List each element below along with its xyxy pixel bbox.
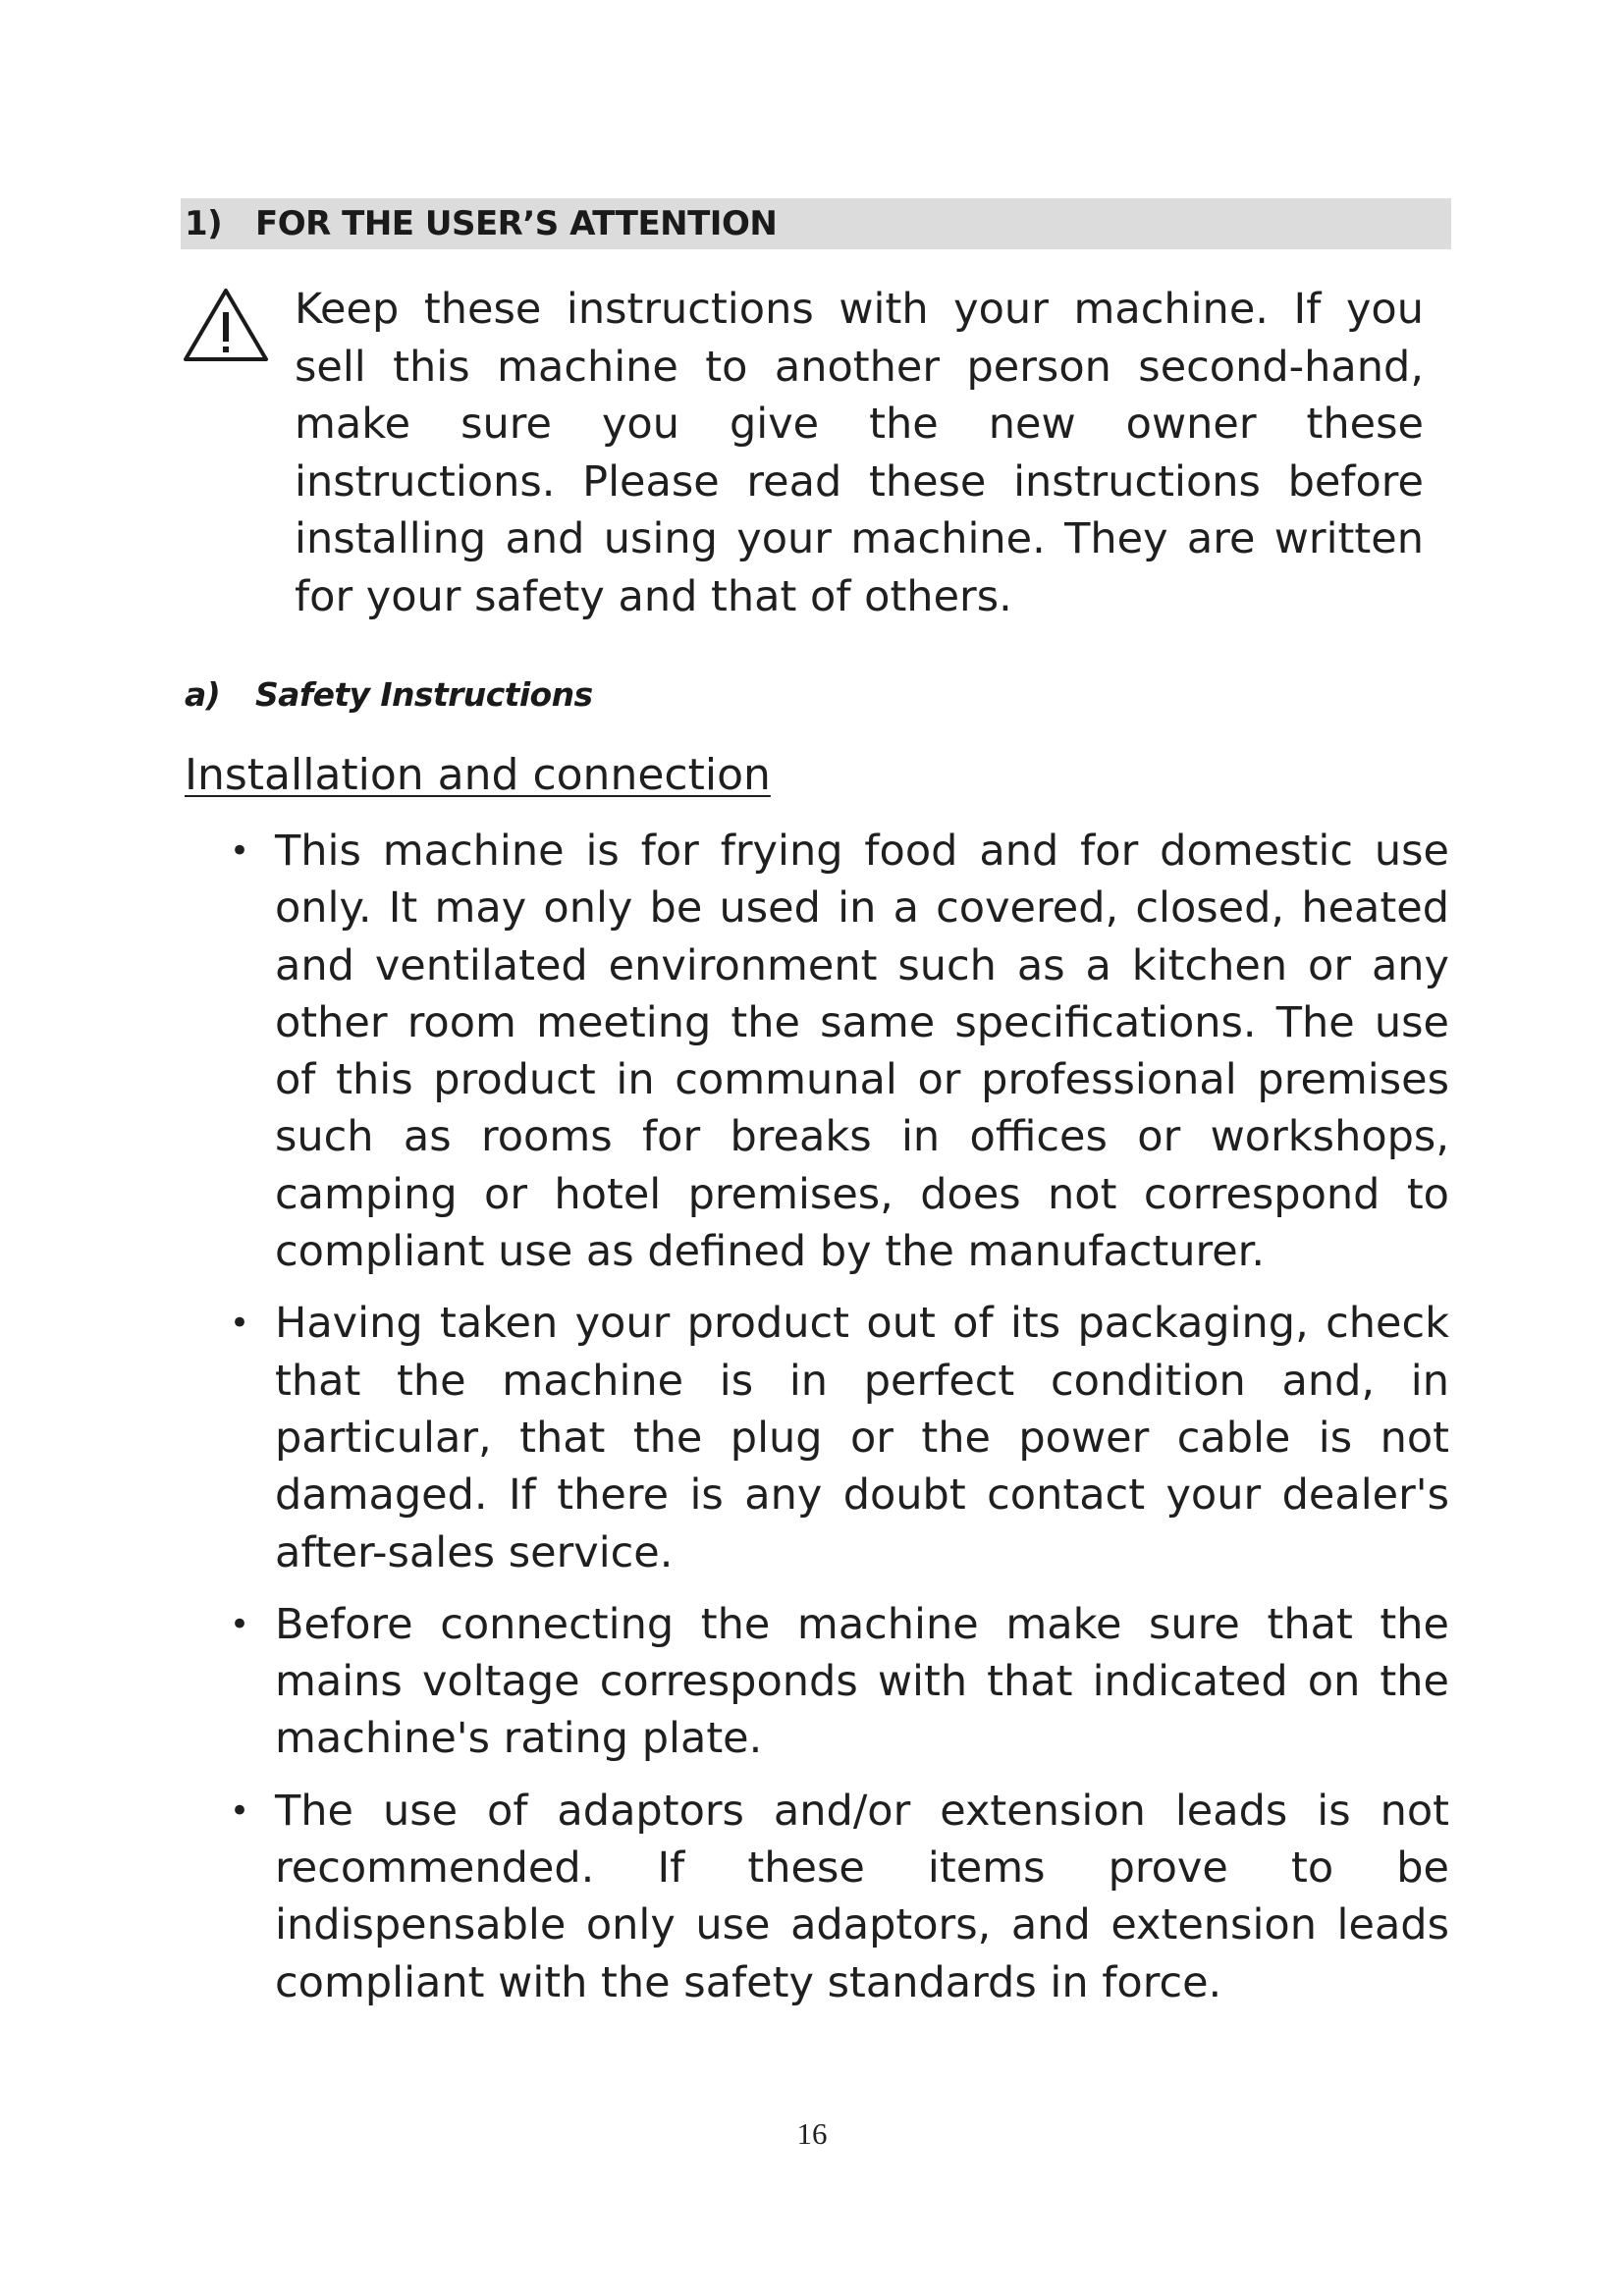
subsection-number: a): [185, 675, 221, 714]
list-item-text: Having taken your product out of its packaging, check that the machine is in perfect condition and, in particular, that the plug or the power cable is not damaged. If there is any doubt contact your dealer's after-sales service.: [275, 1299, 1449, 1577]
intro-paragraph: Keep these instructions with your machine. If you sell this machine to another person second-hand, make sure you give the new owner these instructions. Please read these instructions before installing and using your machine. They are written for your safety and that of others.: [295, 285, 1424, 621]
section-title: FOR THE USER’S ATTENTION: [255, 204, 778, 243]
installation-list: [222, 823, 1449, 2026]
list-item-text: Before connecting the machine make sure that the mains voltage corresponds with that indicated on the machine's rating plate.: [275, 1599, 1449, 1764]
list-item: [222, 823, 1449, 1280]
list-item: [222, 1783, 1449, 2011]
subsection-title: Safety Instructions: [255, 675, 593, 714]
bullet-icon: •: [230, 1304, 250, 1344]
subsection-heading: [185, 675, 593, 714]
section-number: 1): [185, 204, 223, 243]
bullet-icon: •: [230, 1604, 250, 1644]
list-item: [222, 1295, 1449, 1580]
installation-heading: Installation and connection: [185, 750, 771, 800]
warning-triangle-icon: [183, 287, 269, 363]
page-number: 16: [796, 2116, 828, 2151]
list-item-text: This machine is for frying food and for domestic use only. It may only be used in a covered, closed, heated and ventilated environment such as a kitchen or any other room meeting the same specifications. The use of this product in communal or professional premises such as rooms for breaks in offices or workshops, camping or hotel premises, does not correspond to compliant use as defined by the manufacturer.: [275, 827, 1449, 1277]
list-item: [222, 1596, 1449, 1768]
list-item-text: The use of adaptors and/or extension leads is not recommended. If these items prove to be indispensable only use adaptors, and extension leads compliant with the safety standards in force.: [275, 1786, 1449, 2007]
bullet-icon: •: [230, 1790, 250, 1831]
bullet-icon: •: [230, 831, 250, 871]
section-heading-bar: [181, 198, 1451, 249]
